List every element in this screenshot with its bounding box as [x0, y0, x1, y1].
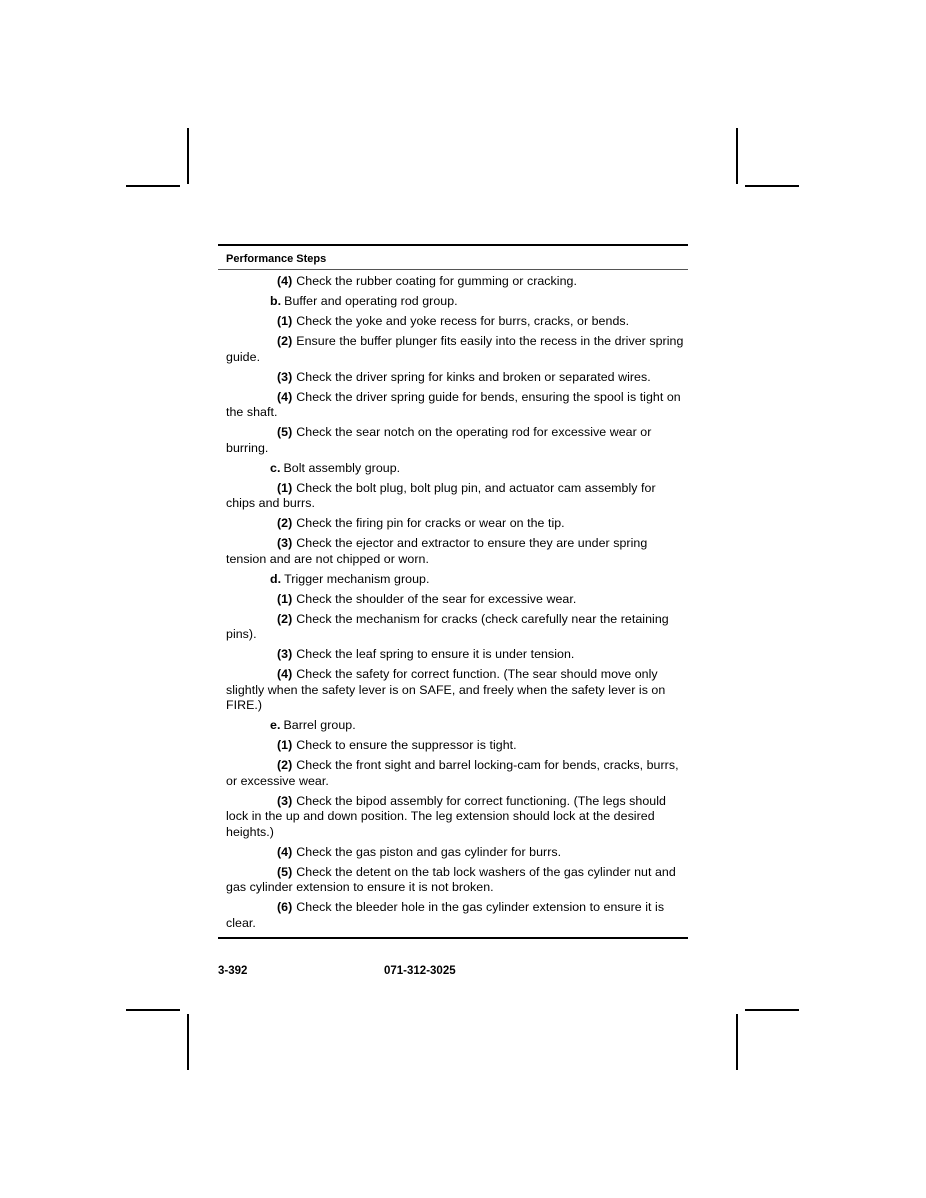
step-number: (5) — [277, 425, 293, 439]
step-number: d. — [270, 571, 282, 586]
step-number: (6) — [277, 900, 293, 914]
step-item — [218, 314, 688, 330]
step-group-heading — [218, 461, 688, 477]
step-item — [218, 647, 688, 663]
step-number: (4) — [277, 274, 293, 288]
step-item — [218, 794, 688, 841]
step-number: (3) — [277, 536, 293, 550]
step-item — [218, 481, 688, 512]
step-item — [218, 536, 688, 567]
step-text: Buffer and operating rod group. — [284, 294, 458, 308]
step-item — [218, 592, 688, 608]
step-group-heading — [218, 294, 688, 310]
step-text: Check the bleeder hole in the gas cylinder extension to ensure it is clear. — [226, 900, 665, 930]
step-text: Check the yoke and yoke recess for burrs, cracks, or bends. — [296, 314, 630, 328]
step-text: Check the bipod assembly for correct functioning. (The legs should lock in the up and down position. The leg extension should lock at the desired heights.) — [226, 793, 666, 839]
section-title: Performance Steps — [226, 253, 327, 265]
crop-mark-top-right-horizontal — [745, 185, 799, 187]
step-number: (4) — [277, 667, 293, 681]
step-text: Check to ensure the suppressor is tight. — [296, 738, 517, 752]
step-text: Check the gas piston and gas cylinder for burrs. — [296, 844, 562, 859]
step-number: c. — [270, 460, 281, 475]
step-number: (1) — [277, 314, 293, 328]
step-item — [218, 900, 688, 931]
step-number: (2) — [277, 334, 293, 348]
step-item — [218, 845, 688, 861]
step-number: (3) — [277, 369, 293, 384]
crop-mark-bottom-right-vertical — [736, 1014, 738, 1070]
step-item — [218, 612, 688, 643]
step-text: Check the front sight and barrel locking-cam for bends, cracks, burrs, or excessive wear. — [226, 758, 679, 788]
step-number: (2) — [277, 758, 293, 772]
step-number: (4) — [277, 844, 293, 859]
crop-mark-bottom-left-vertical — [187, 1014, 189, 1070]
step-item — [218, 865, 688, 896]
step-text: Bolt assembly group. — [283, 460, 401, 475]
step-number: b. — [270, 294, 282, 308]
step-number: (2) — [277, 516, 293, 530]
step-number: (1) — [277, 480, 293, 495]
performance-steps-block — [218, 244, 688, 939]
step-number: (3) — [277, 647, 293, 661]
step-item — [218, 516, 688, 532]
step-text: Check the driver spring guide for bends, ensuring the spool is tight on the shaft. — [226, 389, 681, 419]
step-text: Barrel group. — [283, 718, 356, 732]
step-text: Check the shoulder of the sear for excessive wear. — [296, 591, 577, 606]
step-number: (1) — [277, 738, 293, 752]
step-number: (2) — [277, 611, 293, 626]
step-text: Check the safety for correct function. (The sear should move only slightly when the safety lever is on SAFE, and freely when the safety lever is on FIRE.) — [226, 667, 666, 712]
step-text: Ensure the buffer plunger fits easily into the recess in the driver spring guide. — [226, 334, 684, 364]
crop-mark-top-left-horizontal — [126, 185, 180, 187]
step-group-heading — [218, 572, 688, 588]
step-text: Trigger mechanism group. — [284, 571, 430, 586]
step-text: Check the ejector and extractor to ensure they are under spring tension and are not chipped or worn. — [226, 536, 648, 566]
step-item — [218, 334, 688, 365]
step-text: Check the rubber coating for gumming or cracking. — [296, 274, 577, 288]
crop-mark-bottom-right-horizontal — [745, 1009, 799, 1011]
step-text: Check the leaf spring to ensure it is under tension. — [296, 647, 575, 661]
crop-mark-top-left-vertical — [187, 128, 189, 184]
step-item — [218, 390, 688, 421]
step-number: e. — [270, 718, 281, 732]
step-number: (3) — [277, 793, 293, 808]
step-text: Check the bolt plug, bolt plug pin, and actuator cam assembly for chips and burrs. — [226, 480, 656, 510]
step-text: Check the detent on the tab lock washers of the gas cylinder nut and gas cylinder extension to ensure it is not broken. — [226, 864, 676, 894]
crop-mark-top-right-vertical — [736, 128, 738, 184]
task-number: 071-312-3025 — [384, 965, 456, 977]
step-text: Check the driver spring for kinks and broken or separated wires. — [296, 369, 651, 384]
step-group-heading — [218, 718, 688, 734]
step-text: Check the mechanism for cracks (check carefully near the retaining pins). — [226, 611, 669, 641]
page-number: 3-392 — [218, 965, 248, 977]
step-item — [218, 274, 688, 290]
step-item — [218, 425, 688, 456]
step-text: Check the firing pin for cracks or wear on the tip. — [296, 516, 565, 530]
step-text: Check the sear notch on the operating rod for excessive wear or burring. — [226, 425, 652, 455]
steps-list — [218, 270, 688, 937]
step-item — [218, 738, 688, 754]
step-item — [218, 370, 688, 386]
step-item — [218, 667, 688, 714]
step-number: (1) — [277, 591, 293, 606]
bottom-rule — [218, 937, 688, 939]
crop-mark-bottom-left-horizontal — [126, 1009, 180, 1011]
step-number: (5) — [277, 864, 293, 879]
step-item — [218, 758, 688, 789]
step-number: (4) — [277, 389, 293, 404]
